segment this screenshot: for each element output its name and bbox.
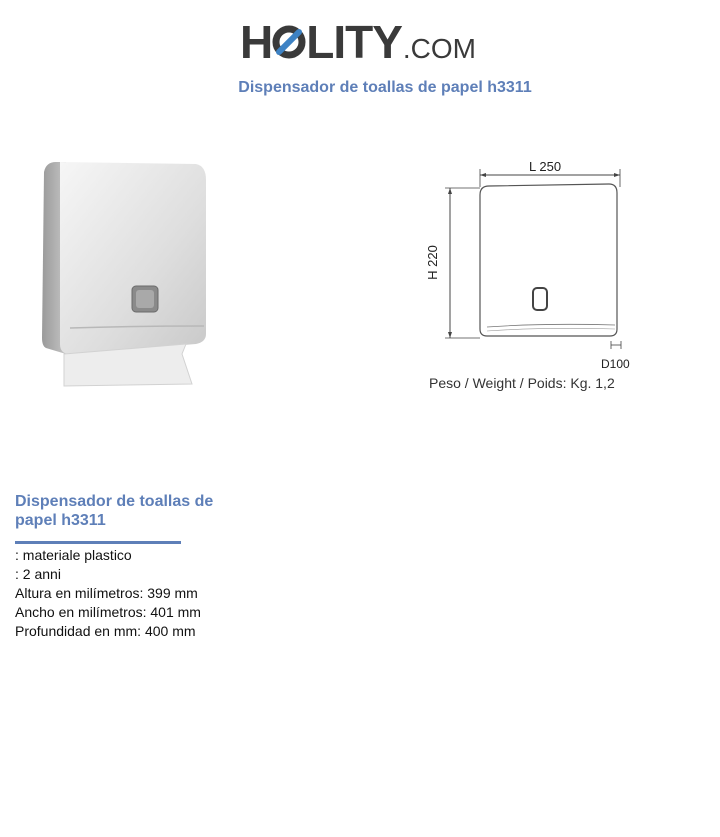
title-underline	[15, 541, 181, 544]
page-title: Dispensador de toallas de papel h3311	[238, 79, 532, 96]
product-photo	[36, 158, 206, 390]
logo-wordmark	[240, 14, 476, 77]
holity-logo[interactable]	[240, 10, 500, 70]
spec-list	[15, 546, 201, 641]
technical-drawing	[425, 155, 640, 400]
depth-dimension-label: D100	[601, 357, 630, 371]
spec-warranty: : 2 anni	[15, 566, 61, 582]
spec-height: Altura en milímetros: 399 mm	[15, 585, 198, 601]
spec-width: Ancho en milímetros: 401 mm	[15, 604, 201, 620]
spec-material: : materiale plastico	[15, 547, 132, 563]
logo-letters: LITY	[306, 16, 402, 68]
spec-depth: Profundidad en mm: 400 mm	[15, 623, 196, 639]
logo-suffix: .COM	[402, 33, 477, 64]
height-dimension-label: H 220	[424, 245, 440, 280]
weight-label: Peso / Weight / Poids: Kg. 1,2	[429, 375, 615, 391]
logo-o-icon	[272, 25, 306, 59]
logo-letter-h: H	[240, 16, 273, 68]
width-dimension-label: L 250	[529, 159, 562, 174]
section-title: Dispensador de toallas de papel h3311	[15, 493, 214, 529]
